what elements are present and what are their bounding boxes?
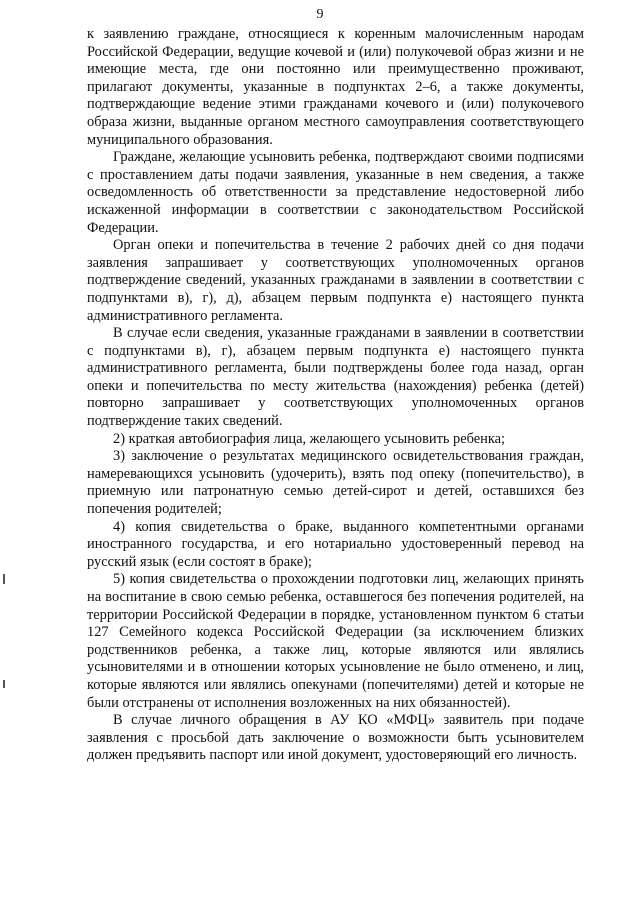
document-body (87, 26, 584, 765)
scan-edge-mark (3, 680, 5, 688)
scan-edge-mark (3, 574, 5, 584)
paragraph: Орган опеки и попечительства в течение 2 рабочих дней со дня подачи заявления запрашивает у соответствующих уполномоченных органов подтверждение сведений, указанных гражданами в заявлении в соответствии с подпунктами в), г), д), абзацем первым подпункта е) настоящего пункта административного регламента. (87, 237, 584, 324)
list-item: 3) заключение о результатах медицинского освидетельствования граждан, намеревающихся усыновить (удочерить), взять под опеку (попечительство), в приемную или патронатную семью детей-сирот и детей, оставшихся без попечения родителей; (87, 448, 584, 518)
list-item: 4) копия свидетельства о браке, выданного компетентными органами иностранного государства, и его нотариально удостоверенный перевод на русский язык (если состоят в браке); (87, 518, 584, 570)
paragraph: В случае личного обращения в АУ КО «МФЦ» заявитель при подаче заявления с просьбой дать заключение о возможности быть усыновителем должен предъявить паспорт или иной документ, удостоверяющий его личность. (87, 712, 584, 764)
paragraph: к заявлению граждане, относящиеся к коренным малочисленным народам Российской Федерации, ведущие кочевой и (или) полукочевой образ жизни и не имеющие места, где они постоянно или преимущественно проживают, прилагают документы, указанные в подпунктах 2–6, а также документы, подтверждающие ведение этими гражданами кочевого и (или) полукочевого образа жизни, выданные органом местного самоуправления соответствующего муниципального образования. (87, 26, 584, 148)
paragraph: Граждане, желающие усыновить ребенка, подтверждают своими подписями с проставлением даты подачи заявления, указанные в нем сведения, а также осведомленность об ответственности за представление недостоверной либо искаженной информации в соответствии с законодательством Российской Федерации. (87, 149, 584, 236)
page-number: 9 (316, 7, 324, 22)
list-item: 5) копия свидетельства о прохождении подготовки лиц, желающих принять на воспитание в свою семью ребенка, оставшегося без попечения родителей, на территории Российской Федерации в порядке, установленном пунктом 6 статьи 127 Семейного кодекса Российской Федерации (за исключением близких родственников ребенка, а также лиц, которые являются или являлись усыновителями и в отношении которых усыновление не было отменено, и лиц, которые являются или являлись опекунами (попечителями) детей и которые не были отстранены от исполнения возложенных на них обязанностей). (87, 571, 584, 711)
list-item: 2) краткая автобиография лица, желающего усыновить ребенка; (113, 430, 506, 447)
paragraph: В случае если сведения, указанные гражданами в заявлении в соответствии с подпунктами в), г), абзацем первым подпункта е) настоящего пункта административного регламента, были подтверждены более года назад, орган опеки и попечительства по месту жительства (нахождения) ребенка (детей) повторно запрашивает у соответствующих уполномоченных органов подтверждение таких сведений. (87, 325, 584, 430)
